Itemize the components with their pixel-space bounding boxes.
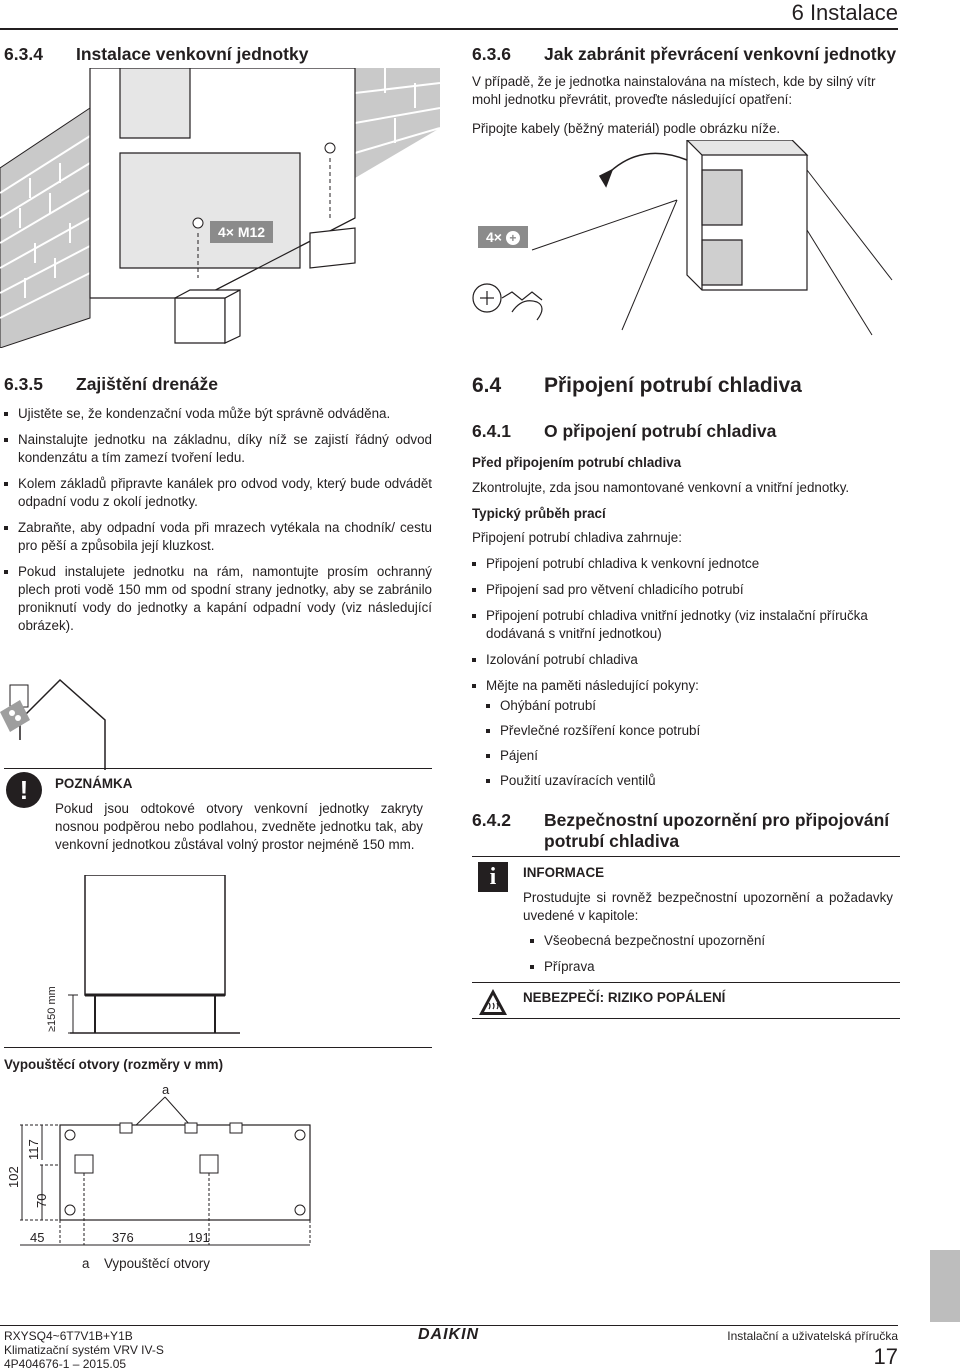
danger-rule-bottom (472, 1018, 900, 1019)
before-title: Před připojením potrubí chladiva (472, 455, 682, 470)
danger-title: NEBEZPEČÍ: RIZIKO POPÁLENÍ (523, 990, 726, 1005)
list-item: Pokud instalujete jednotku na rám, namontujte prosím ochranný plech proti vodě 150 mm od spodní strany jednotky, aby se zabránilo proniknutí vody do jednotky a kapání odpadní vody (viz následující obrázek). (4, 563, 432, 635)
workflow-title: Typický průběh prací (472, 506, 606, 521)
drain-figure-title: Vypouštěcí otvory (rozměry v mm) (4, 1057, 224, 1072)
list-item: Připojení sad pro větvení chladicího potrubí (472, 581, 902, 599)
list-item: Připojení potrubí chladiva vnitřní jednotky (viz instalační příručka dodávaná s vnitřní jednotkou) (472, 607, 902, 643)
footer-doc: 4P404676-1 – 2015.05 (4, 1357, 127, 1371)
drain-label-a: a (162, 1082, 170, 1097)
section-title: Jak zabránit převrácení venkovní jednotky (544, 44, 897, 64)
section-title: O připojení potrubí chladiva (544, 421, 777, 441)
screw-count-label (478, 226, 528, 248)
hot-surface-icon (478, 988, 508, 1016)
anti-tipping-figure (462, 140, 902, 340)
footer-system: Klimatizační systém VRV IV-S (4, 1343, 164, 1357)
warning-icon: ! (6, 772, 42, 808)
chapter-header: 6 Instalace (791, 0, 898, 25)
list-item: Všeobecná bezpečnostní upozornění (530, 932, 890, 950)
info-list (530, 932, 890, 976)
list-item: Izolování potrubí chladiva (472, 651, 902, 669)
workflow-sublist (486, 697, 896, 790)
drain-legend (82, 1255, 210, 1273)
plus-screw-icon: + (506, 231, 520, 245)
section-number: 6.3.4 (4, 44, 43, 64)
section-title: Bezpečnostní upozornění pro připojování potrubí chladiva (544, 810, 890, 851)
list-item: Ujistěte se, že kondenzační voda může být správně odváděna. (4, 405, 432, 423)
section-641-heading (472, 421, 776, 442)
right-wall (355, 68, 440, 178)
section-number: 6.3.5 (4, 374, 43, 394)
list-item: Převlečné rozšíření konce potrubí (486, 722, 896, 740)
daikin-logo: DAIKIN (418, 1326, 480, 1343)
list-item: Připojení potrubí chladiva k venkovní jednotce (472, 555, 902, 573)
footer-model: RXYSQ4~6T7V1B+Y1B (4, 1329, 133, 1343)
page-number: 17 (873, 1344, 898, 1369)
note-text: Pokud jsou odtokové otvory venkovní jednotky zakryty nosnou podpěrou nebo podlahou, zvedněte jednotku tak, aby venkovní jednotkou zůstával volný prostor nejméně 150 mm. (55, 801, 423, 852)
section-635-heading (4, 374, 218, 395)
section-number: 6.4.1 (472, 421, 511, 441)
info-text: Prostudujte si rovněž bezpečnostní upozornění a požadavky uvedené v kapitole: (523, 890, 893, 923)
list-item: Mějte na paměti následující pokyny: (472, 677, 902, 695)
bolt-count-label: 4× M12 (210, 221, 273, 243)
footer-left (4, 1329, 164, 1371)
list-item: Kolem základů připravte kanálek pro odvod vody, který bude odvádět odpadní vodu z okolí jednotky. (4, 475, 432, 511)
section-642-heading (472, 810, 902, 852)
dim-191: 191 (188, 1230, 210, 1245)
frame-figure (40, 875, 240, 1045)
info-title: INFORMACE (523, 865, 605, 880)
legend-key: a (82, 1256, 90, 1271)
section-636-p2: Připojte kabely (běžný materiál) podle obrázku níže. (472, 121, 781, 136)
drain-holes-figure (0, 1095, 330, 1255)
section-636-heading (472, 44, 896, 65)
list-item: Nainstalujte jednotku na základnu, díky níž se zajistí řádný odvod kondenzátu a tím zamezí tvoření ledu. (4, 431, 432, 467)
house-figure (0, 640, 220, 770)
section-634-heading (4, 44, 308, 65)
danger-rule-top (472, 982, 900, 983)
info-rule (472, 856, 900, 857)
section-number: 6.4 (472, 374, 502, 397)
before-text: Zkontrolujte, zda jsou namontované venkovní a vnitřní jednotky. (472, 480, 850, 495)
drainage-list (4, 405, 432, 635)
header-rule (0, 28, 898, 30)
list-item: Ohýbání potrubí (486, 697, 896, 715)
left-wall (0, 108, 90, 348)
section-title: Instalace venkovní jednotky (76, 44, 309, 64)
info-icon: i (478, 862, 508, 892)
frame-dim-label: ≥150 mm (46, 986, 58, 1032)
note-rule-bottom (4, 1047, 432, 1048)
chapter-tab (930, 1250, 960, 1322)
workflow-list (472, 555, 902, 695)
footer-manual: Instalační a uživatelská příručka (727, 1329, 898, 1343)
note-rule (4, 768, 432, 769)
dim-117: 117 (26, 1139, 41, 1160)
section-title: Zajištění drenáže (76, 374, 218, 394)
workflow-intro: Připojení potrubí chladiva zahrnuje: (472, 530, 682, 545)
note-title: POZNÁMKA (55, 776, 133, 791)
curved-arrow (600, 153, 687, 186)
section-number: 6.3.6 (472, 44, 511, 64)
dim-102: 102 (6, 1166, 21, 1188)
legend-text: Vypouštěcí otvory (104, 1256, 210, 1271)
section-title: Připojení potrubí chladiva (544, 374, 802, 397)
list-item: Příprava (530, 958, 890, 976)
section-636-p1: V případě, že je jednotka nainstalována na místech, kde by silný vítr mohl jednotku převrátit, proveďte následující opatření: (472, 74, 876, 107)
list-item: Použití uzavíracích ventilů (486, 772, 896, 790)
screw-count-text: 4× (486, 229, 502, 245)
dim-70: 70 (34, 1193, 49, 1208)
section-64-heading (472, 374, 802, 398)
install-figure (0, 68, 440, 348)
screw (473, 284, 542, 320)
list-item: Zabraňte, aby odpadní voda při mrazech vytékala na chodník/ cestu pro pěší a způsobila její kluzkost. (4, 519, 432, 555)
dim-45: 45 (30, 1230, 45, 1245)
list-item: Pájení (486, 747, 896, 765)
section-number: 6.4.2 (472, 810, 511, 830)
dim-376: 376 (112, 1230, 134, 1245)
unit-iso (687, 140, 807, 290)
